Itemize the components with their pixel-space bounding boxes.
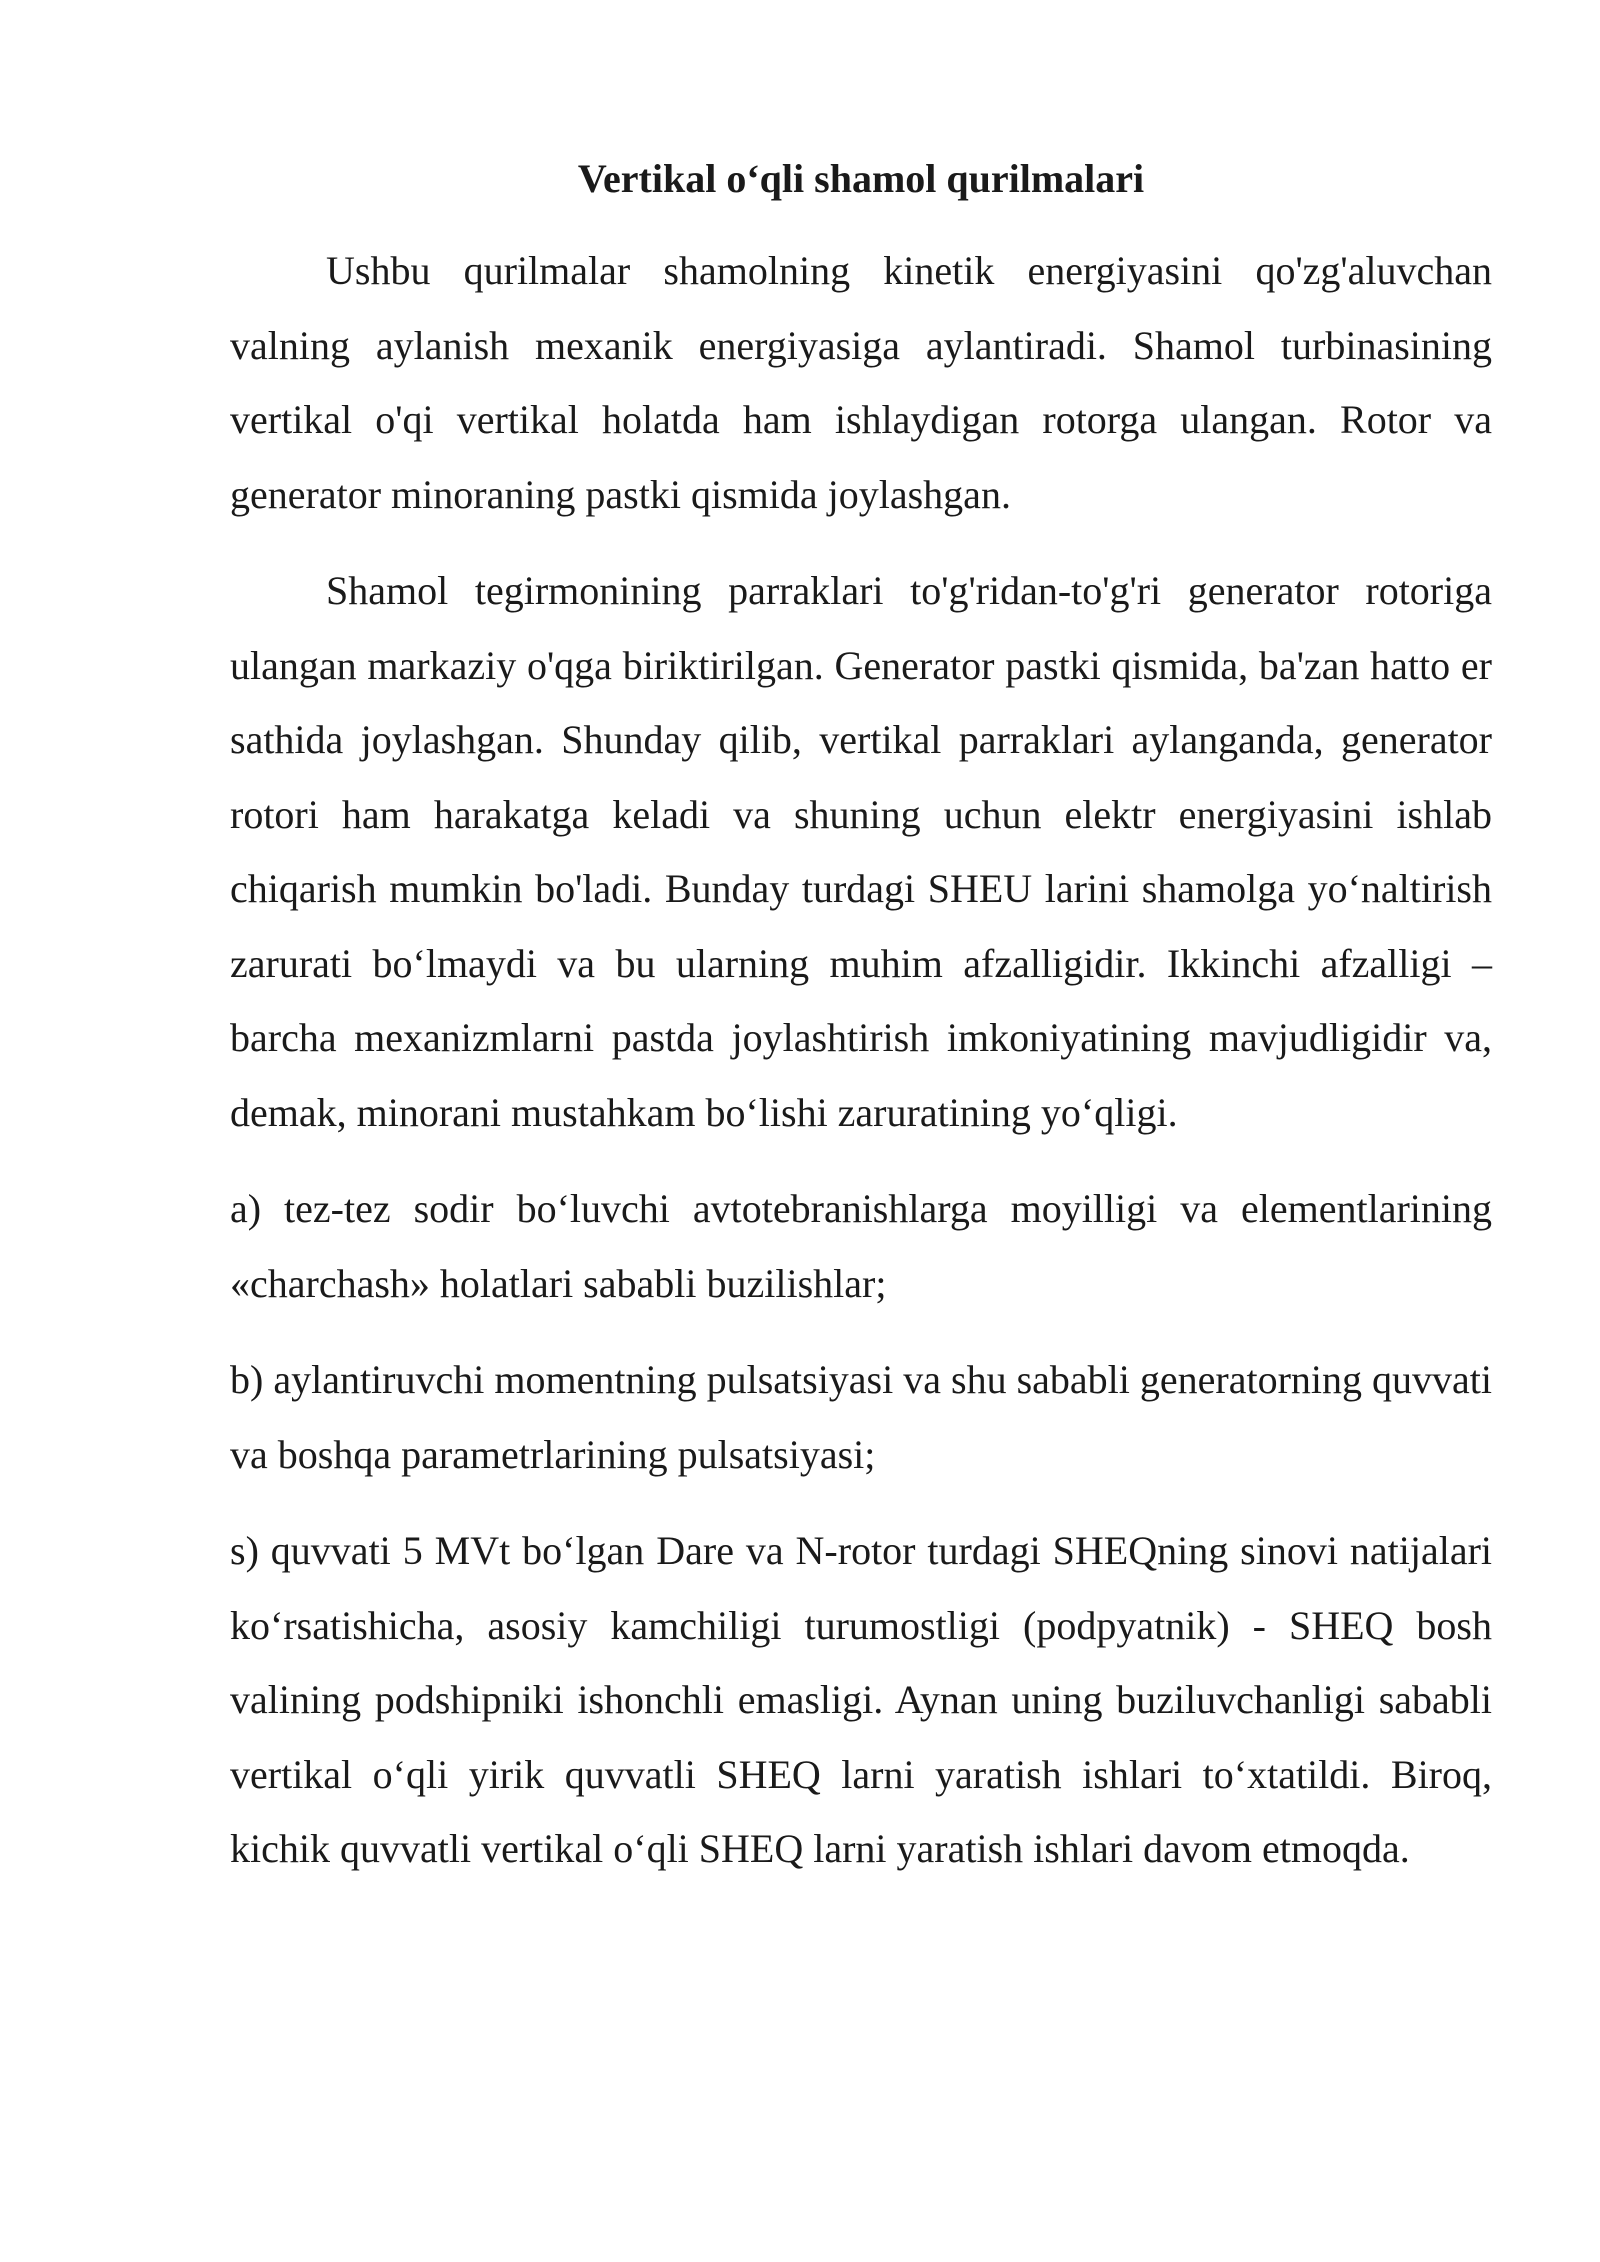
document-title: Vertikal o‘qli shamol qurilmalari bbox=[577, 156, 1145, 201]
list-item-s: s) quvvati 5 MVt bo‘lgan Dare va N-rotor turdagi SHEQning sinovi natijalari ko‘rsatishicha, asosiy kamchiligi turumostligi (podpyatnik) - SHEQ bosh valining podshipniki ishonchli emasligi. Aynan uning buziluvchanligi sababli vertikal o‘qli yirik quvvatli SHEQ larni yaratish ishlari to‘xtatildi. Biroq, kichik quvvatli vertikal o‘qli SHEQ larni yaratish ishlari davom etmoqda. bbox=[230, 1528, 1492, 1871]
list-item-a: a) tez-tez sodir bo‘luvchi avtotebranishlarga moyilligi va elementlarining «charchash» holatlari sababli buzilishlar; bbox=[230, 1186, 1492, 1306]
paragraph-blades: Shamol tegirmonining parraklari to'g'ridan-to'g'ri generator rotoriga ulangan markaziy o'qga biriktirilgan. Generator pastki qismida, ba'zan hatto er sathida joylashgan. Shunday qilib, vertikal parraklari aylanganda, generator rotori ham harakatga keladi va shuning uchun elektr energiyasini ishlab chiqarish mumkin bo'ladi. Bunday turdagi SHEU larini shamolga yo‘naltirish zarurati bo‘lmaydi va bu ularning muhim afzalligidir. Ikkinchi afzalligi – barcha mexanizmlarni pastda joylashtirish imkoniyatining mavjudligidir va, demak, minorani mustahkam bo‘lishi zaruratining yo‘qligi. bbox=[230, 568, 1492, 1135]
list-item-b: b) aylantiruvchi momentning pulsatsiyasi va shu sababli generatorning quvvati va boshqa parametrlarining pulsatsiyasi; bbox=[230, 1357, 1492, 1477]
paragraph-intro: Ushbu qurilmalar shamolning kinetik energiyasini qo'zg'aluvchan valning aylanish mexanik energiyasiga aylantiradi. Shamol turbinasining vertikal o'qi vertikal holatda ham ishlaydigan rotorga ulangan. Rotor va generator minoraning pastki qismida joylashgan. bbox=[230, 248, 1492, 517]
document-page bbox=[230, 150, 1492, 1909]
